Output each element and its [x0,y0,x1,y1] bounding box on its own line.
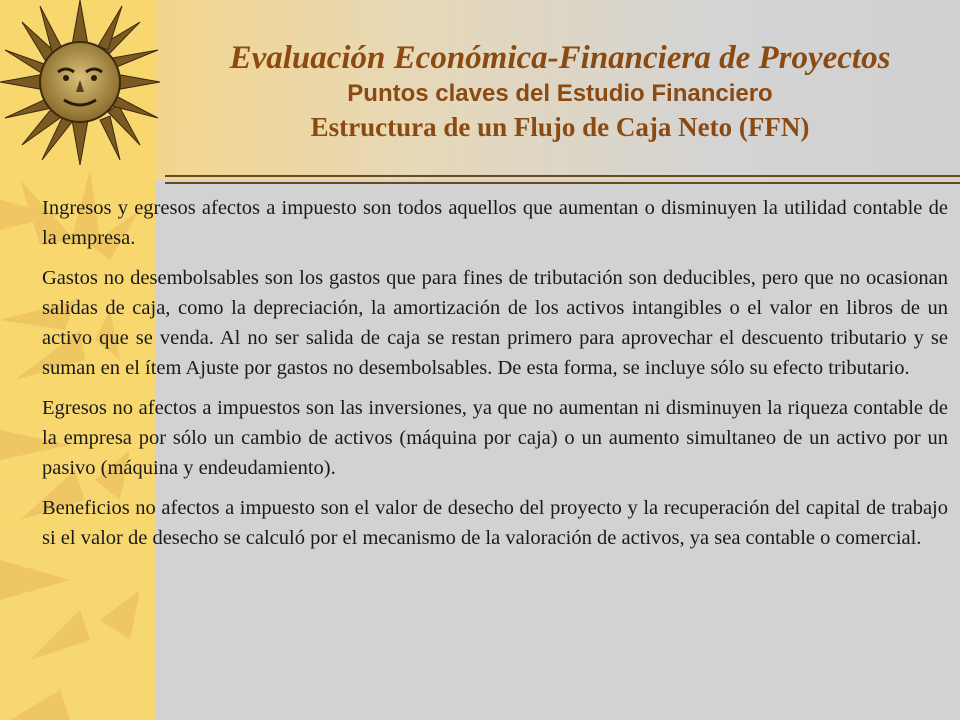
slide-section-title: Estructura de un Flujo de Caja Neto (FFN) [310,112,810,142]
title-divider [165,175,960,184]
slide-subtitle: Puntos claves del Estudio Financiero [347,80,773,107]
slide-title: Evaluación Económica-Financiera de Proyectos [229,40,891,76]
paragraph-ingresos: Ingresos y egresos afectos a impuesto son todos aquellos que aumentan o disminuyen la utilidad contable de la empresa. [42,197,948,249]
paragraph-gastos: Gastos no desembolsables son los gastos que para fines de tributación son deducibles, pero que no ocasionan salidas de caja, como la depreciación, la amortización de los activos intangibles o el valor en libros de un activo que se venda. Al no ser salida de caja se restan primero para aprovechar el descuento tributario y se suman en el ítem Ajuste por gastos no desembolsables. De esta forma, se incluye sólo su efecto tributario. [42,267,948,379]
paragraph-egresos: Egresos no afectos a impuestos son las inversiones, ya que no aumentan ni disminuyen la riqueza contable de la empresa por sólo un cambio de activos (máquina por caja) o un aumento simultaneo de un activo por un pasivo (máquina y endeudamiento). [42,397,948,479]
sun-face-icon [0,0,165,170]
paragraph-beneficios: Beneficios no afectos a impuesto son el valor de desecho del proyecto y la recuperación del capital de trabajo si el valor de desecho se calculó por el mecanismo de la valoración de activos, ya sea contable o comercial. [42,497,948,549]
slide-body [42,193,948,553]
title-block [160,38,960,144]
